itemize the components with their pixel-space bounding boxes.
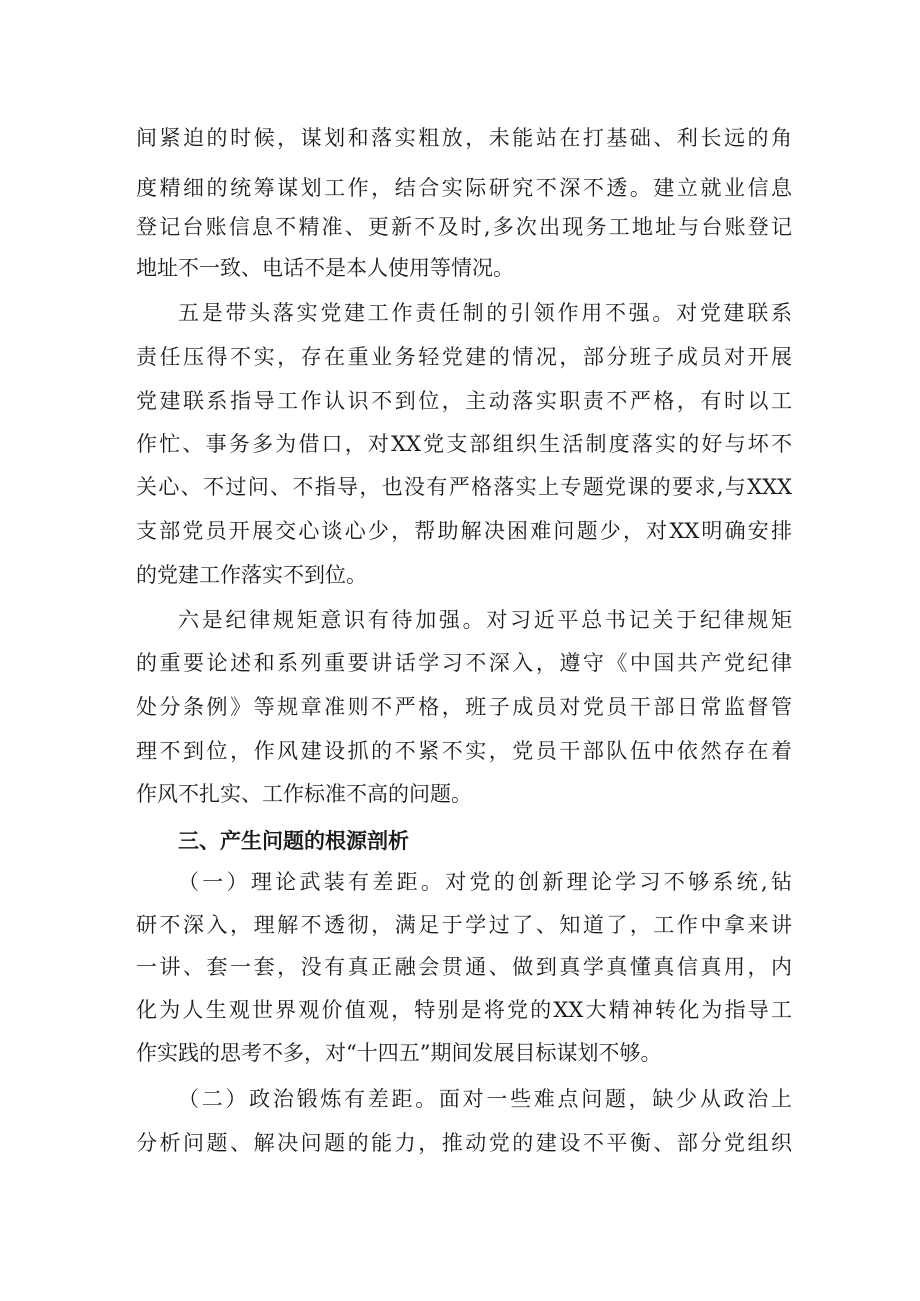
text-line: 化为人生观世界观价值观，特别是将党的XX大精神转化为指导工: [136, 998, 792, 1022]
text-line: 间紧迫的时候，谋划和落实粗放，未能站在打基础、利长远的角: [136, 126, 792, 150]
text-line: （二）政治锻炼有差距。面对一些难点问题，缺少从政治上: [178, 1087, 792, 1111]
text-line: 作风不扎实、工作标准不高的问题。: [136, 782, 472, 806]
text-line: 党建联系指导工作认识不到位，主动落实职责不严格，有时以工: [136, 389, 792, 413]
text-line: 作实践的思考不多，对“十四五”期间发展目标谋划不够。: [136, 1041, 662, 1065]
text-line: 研不深入，理解不透彻，满足于学过了、知道了，工作中拿来讲: [136, 913, 792, 937]
text-line: 的党建工作落实不到位。: [136, 563, 367, 587]
text-line: 地址不一致、电话不是本人使用等情况。: [136, 256, 514, 280]
text-line: 责任压得不实，存在重业务轻党建的情况，部分班子成员对开展: [136, 345, 792, 369]
text-line: 理不到位，作风建设抓的不紧不实，党员干部队伍中依然存在着: [136, 739, 792, 763]
text-line: 关心、不过问、不指导，也没有严格落实上专题党课的要求,与XXX: [136, 475, 792, 499]
text-line: 分析问题、解决问题的能力，推动党的建设不平衡、部分党组织: [136, 1131, 792, 1155]
text-line: 登记台账信息不精准、更新不及时,多次出现务工地址与台账登记: [136, 215, 792, 239]
text-line: （一）理论武装有差距。对党的创新理论学习不够系统,钻: [178, 870, 792, 894]
text-line: 支部党员开展交心谈心少，帮助解决困难问题少，对XX明确安排: [136, 519, 792, 543]
text-line: 度精细的统筹谋划工作，结合实际研究不深不透。建立就业信息: [136, 176, 792, 200]
section-heading: 三、产生问题的根源剖析: [178, 829, 409, 853]
text-line: 六是纪律规矩意识有待加强。对习近平总书记关于纪律规矩: [178, 608, 792, 632]
text-line: 的重要论述和系列重要讲话学习不深入，遵守《中国共产党纪律: [136, 651, 792, 675]
text-line: 作忙、事务多为借口，对XX党支部组织生活制度落实的好与坏不: [136, 432, 792, 456]
text-line: 处分条例》等规章准则不严格，班子成员对党员干部日常监督管: [136, 695, 792, 719]
text-line: 一讲、套一套，没有真正融会贯通、做到真学真懂真信真用，内: [136, 955, 792, 979]
text-line: 五是带头落实党建工作责任制的引领作用不强。对党建联系: [178, 301, 792, 325]
